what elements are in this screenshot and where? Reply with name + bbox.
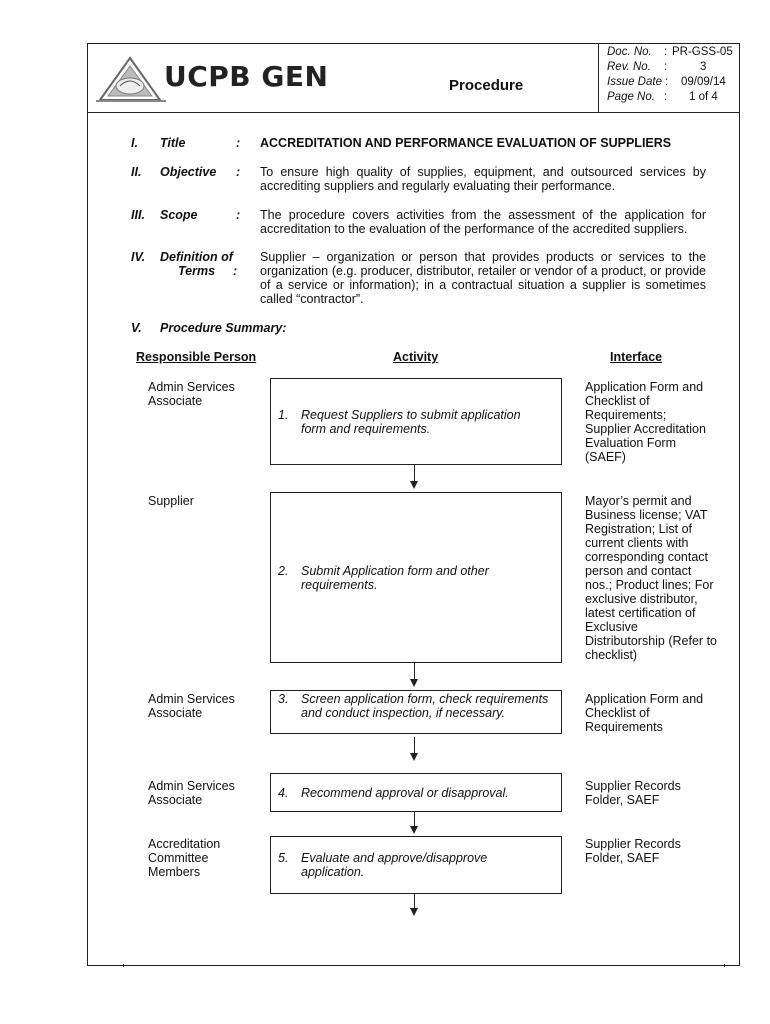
section-label-definition: Definition of [160,250,233,264]
section-label-summary: Procedure Summary: [160,321,287,335]
flow-arrow-icon [414,812,415,832]
section-colon: : [236,165,241,179]
meta-sep: : [665,76,669,88]
section-label-scope: Scope [160,208,198,222]
step-number: 1. [278,408,289,422]
objective-text: To ensure high quality of supplies, equipment, and outsourced services by accrediting suppliers and regularly evaluating their performance. [260,165,706,193]
flow-arrow-icon [414,737,415,759]
footer-tick [724,964,725,967]
step-number: 3. [278,692,289,706]
meta-value-rev-no: 3 [700,61,707,73]
step-person: Supplier [148,494,194,508]
section-number: V. [131,321,142,335]
logo-wordmark: UCPB GEN [164,60,329,93]
meta-label-page-no: Page No. [607,91,655,103]
meta-sep: : [664,91,668,103]
section-label-terms: Terms [178,264,216,278]
meta-value-doc-no: PR-GSS-05 [672,46,733,58]
step-activity: Request Suppliers to submit application form and requirements. [301,408,521,436]
step-number: 4. [278,786,289,800]
section-number: I. [131,136,138,150]
step-activity: Evaluate and approve/disapprove application. [301,851,488,879]
header-divider [87,112,740,113]
meta-label-rev-no: Rev. No. [607,61,651,73]
section-colon: : [233,264,238,278]
scope-text: The procedure covers activities from the assessment of the application for accreditation to the evaluation of the performance of the accredited suppliers. [260,208,706,236]
section-number: IV. [131,250,146,264]
step-interface: Application Form and Checklist of Requirements [585,692,704,734]
step-person: Accreditation Committee Members [148,837,221,879]
header-meta-divider [598,43,599,113]
step-number: 2. [278,564,289,578]
section-label-title: Title [160,136,186,150]
document-type-title: Procedure [449,77,524,94]
section-number: III. [131,208,145,222]
step-interface: Supplier Records Folder, SAEF [585,837,681,865]
meta-sep: : [664,61,668,73]
step-activity: Submit Application form and other requirements. [301,564,489,592]
flow-arrow-icon [414,894,415,914]
column-header-interface: Interface [610,350,663,364]
step-activity: Recommend approval or disapproval. [301,786,509,800]
footer-tick [123,964,124,967]
section-number: II. [131,165,142,179]
column-header-person: Responsible Person [136,350,257,364]
column-header-activity: Activity [393,350,439,364]
section-colon: : [236,208,241,222]
step-person: Admin Services Associate [148,380,235,408]
meta-sep: : [664,46,668,58]
meta-label-doc-no: Doc. No. [607,46,652,58]
step-person: Admin Services Associate [148,692,235,720]
meta-value-issue-date: 09/09/14 [681,76,726,88]
flow-arrow-icon [414,465,415,487]
step-activity: Screen application form, check requirements and conduct inspection, if necessary. [301,692,549,720]
definition-text: Supplier – organization or person that provides products or services to the organization (e.g. producer, distributor, retailer or vendor of a product, or provide of a service or information); in a contractual situation a supplier is sometimes called “contractor”. [260,250,706,306]
meta-value-page-no: 1 of 4 [689,91,718,103]
step-interface: Mayor’s permit and Business license; VAT Registration; List of current clients with corresponding contact person and contact nos.; Product lines; For exclusive distributor, latest certification of Exclusive Distributorship (Refer to checklist) [585,494,717,662]
section-label-objective: Objective [160,165,217,179]
flow-arrow-icon [414,663,415,685]
step-interface: Application Form and Checklist of Requirements; Supplier Accreditation Evaluation Form (SAEF) [585,380,706,464]
step-number: 5. [278,851,289,865]
step-person: Admin Services Associate [148,779,235,807]
section-colon: : [236,136,241,150]
meta-label-issue-date: Issue Date [607,76,662,88]
step-interface: Supplier Records Folder, SAEF [585,779,681,807]
document-title: ACCREDITATION AND PERFORMANCE EVALUATION OF SUPPLIERS [260,136,672,150]
